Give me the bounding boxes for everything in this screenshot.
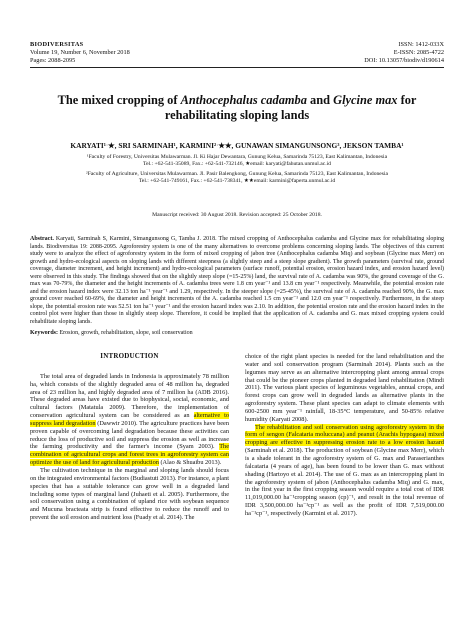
keywords (30, 330, 444, 336)
column-right (245, 353, 444, 518)
highlight-3: The rehabilitation and soil conservation using agroforestry system in the form of sengon (Falcataria moluccana) and peanut (Arachis hypogaea) mixed cropping are effective in suppressing erosion rate to a low erosion hazard (245, 423, 444, 447)
intro-paragraph-2 (30, 467, 229, 522)
manuscript-dates: Manuscript received: 30 August 2018. Revision accepted: 25 October 2018. (152, 212, 322, 218)
journal-volume: Volume 19, Number 6, November 2018 (30, 49, 130, 56)
intro-text-c: (Alao & Shuaibu 2013). (158, 459, 222, 467)
intro-text-p4: (Sarminah et al. 2018). The production of soybean (Glycine max Merr), which is a shade tolerant in the agroforestry system of G. max and Paraserianthes falcataria (4 years of age), has been found to be lower than G. max without shading (Hartoyo et al. 2014). The use of G. max as an intercropping plant in the agroforestry system of jabon (Anthocephalus cadamba Miq) and G. max, in the first year in the first cropping season would require a total cost of IDR 11,019,000.00 ha⁻¹cropping season (cp)⁻¹, and result in the total revenue of IDR 3,500,000.00 ha⁻¹cp⁻¹ as well as the profit of IDR 7,519,000.00 ha⁻¹cp⁻¹, respectively (Karmini et al. 2017). (245, 447, 444, 517)
section-heading-introduction: INTRODUCTION (100, 352, 159, 360)
intro-text-p2: The cultivation technique in the marginal and sloping lands should focus on the integrated environmental factors (Budiastuti 2013). For instance, a plant species that has a suitable tolerance can grow well in a degraded land including some types of marginal land (Juhaeti et al. 2005). Furthermore, the soil conservation using a combination of upland rice with soybean sequence and Mucuna bracteata strip is found effective to reduce the runoff and to prevent the soil erosion and nutrient loss (Fuady et al. 2014). The (30, 466, 229, 522)
keywords-label: Keywords: (30, 330, 58, 336)
title-species-2: Glycine max (333, 93, 398, 107)
header-left (30, 41, 130, 65)
affiliation-2-contact: Tel.: +62-541-749161, Fax.: +62-541-738341, ★★email: karmini@faperta.unmul.ac.id (138, 178, 336, 184)
intro-paragraph-3 (245, 353, 444, 424)
abstract-label: Abstract. (30, 236, 54, 242)
affiliation-2: ²Faculty of Agriculture, Universitas Mulawarman. Jl. Pasir Balengkong, Gunung Kelua, Samarinda 75123, East Kalimantan, Indonesia (86, 171, 388, 177)
journal-issn: ISSN: 1412-033X (398, 41, 444, 48)
author-list: KARYATI¹ˑ★, SRI SARMINAH¹, KARMINI²ˑ★★, GUNAWAN SIMANGUNSONG³, JEKSON TAMBA¹ (70, 141, 404, 150)
keywords-text: Erosion, growth, rehabilitation, slope, soil conservation (58, 330, 193, 336)
affiliation-1-contact: Tel.: +62-541-35089, Fax.: +62-541-732146, ★email: karyati@fahutan.unmul.ac.id (143, 161, 331, 167)
header-rule (30, 67, 444, 68)
intro-paragraph-4 (245, 424, 444, 518)
highlight-1: alternative to suppress land degradation (30, 412, 229, 427)
title-text-2: and (306, 93, 334, 107)
title-text-3: for (397, 93, 417, 107)
title-line-2: rehabilitating sloping lands (164, 108, 310, 122)
abstract (30, 236, 444, 326)
highlight-2: The combination of agricultural crops and forest trees in agroforestry system can optimize the use of land for agricultural production (30, 443, 229, 467)
abstract-text: Karyati, Sarminah S, Karmini, Simangunsong G, Tamba J. 2018. The mixed cropping of Anthocephalus cadamba and Glycine max for rehabilitating sloping lands. Biodiversitas 19: 2088-2095. Agroforestry system is one of the many alternatives to overcome problems concerning sloping lands. The objectives of this current study were to analyze the effect of agroforestry system in the form of mixed cropping of jabon tree (Anthocephalus cadamba Miq) and soybean (Glycine max Merr) on growth and hydro-ecological aspects on sloping lands with different steepness (a slightly steep and a steep slope gradient). The growth parameters (survival rate, ground coverage, diameter increment, and height increment) and hydro-ecological parameters (surface runoff, potential erosion, erosion hazard index, and erosion hazard level) were observed in this study. The findings showed that on the slightly steep slope (=15-25%) land, the survival rate of A. cadamba was 90%, the ground coverage of the G. max was 70-79%, the diameter and the height increments of A. cadamba trees were 1.8 cm year⁻¹ and 13.8 cm year⁻¹ respectively. Meanwhile, the potential erosion rate and the erosion hazard index were 32.13 ton ha⁻¹ year⁻¹ and 1.29, respectively. In the steeper slope (=25-45%), the survival rate of A. cadamba reached 90%, the G. max ground cover reached 60-69%, the diameter and height increments of the A. cadamba reached 1.5 cm year⁻¹ and 12.0 cm year⁻¹ respectively. Furthermore, in the steep slope, the potential erosion rate was 52.51 ton ha⁻¹ year⁻¹ and the erosion hazard index was 2.10. In addition, the potential erosion rate and the erosion hazard index in the control plot were higher than those in slightly steep slope. Therefore, it could be implied that the application of A. cadamba and G. max mixed cropping system could rehabilitate sloping lands. (30, 236, 444, 325)
intro-paragraph-1 (30, 373, 229, 467)
intro-text-b: (Dawwir 2010). The agriculture practices have been proven capable of overcoming land degradation because these activities can reduce the loss of productive soil and suppress the erosion as well as increase the farming productivity and the farmer's income (Syam 2003). (30, 419, 229, 451)
title-species-1: Anthocephalus cadamba (180, 93, 307, 107)
intro-text-p3: choice of the right plant species is needed for the land rehabilitation and the water and soil conservation program (Sarminah 2014). Plants such as the legumes may serve as an alternative intercropping plant among annual crops that could be the pioneer crops planted in degraded land rehabilitation (Mindi 2011). The various plant species of leguminous vegetables, annual crops, and forest crops can grow well in degraded lands as alternative plants in the agroforestry system. These plant species can adapt to climate elements with 600-2500 mm year⁻¹ rainfall, 18-35°C temperature, and 50-85% relative humidity (Karyati 2008). (245, 353, 444, 423)
title-text-1: The mixed cropping of (57, 93, 181, 107)
paper-title (40, 93, 434, 123)
journal-eissn: E-ISSN: 2085-4722 (393, 49, 444, 56)
intro-text-a: The total area of degraded lands in Indonesia is approximately 78 million ha, which consists of the slightly degraded area of 48 million ha, degraded area of 23 million ha, and highly degraded area of 7 million ha (ADB 2016). These degraded areas have existed due to biophysical, social, economic, and cultural factors (Matatula 2009). Therefore, the implementation of conservation agricultural system can be considered as an (30, 372, 229, 420)
affiliation-1: ¹Faculty of Forestry, Universitas Mulawarman. Jl. Ki Hajar Dewantara, Gunung Kelua, Samarinda 75123, East Kalimantan, Indonesia (86, 154, 388, 160)
journal-name: BIODIVERSITAS (30, 41, 84, 48)
journal-pages: Pages: 2088-2095 (30, 57, 76, 64)
column-left (30, 353, 229, 522)
header-right (364, 41, 444, 65)
journal-doi[interactable]: DOI: 10.13057/biodiv/d190614 (364, 57, 444, 64)
